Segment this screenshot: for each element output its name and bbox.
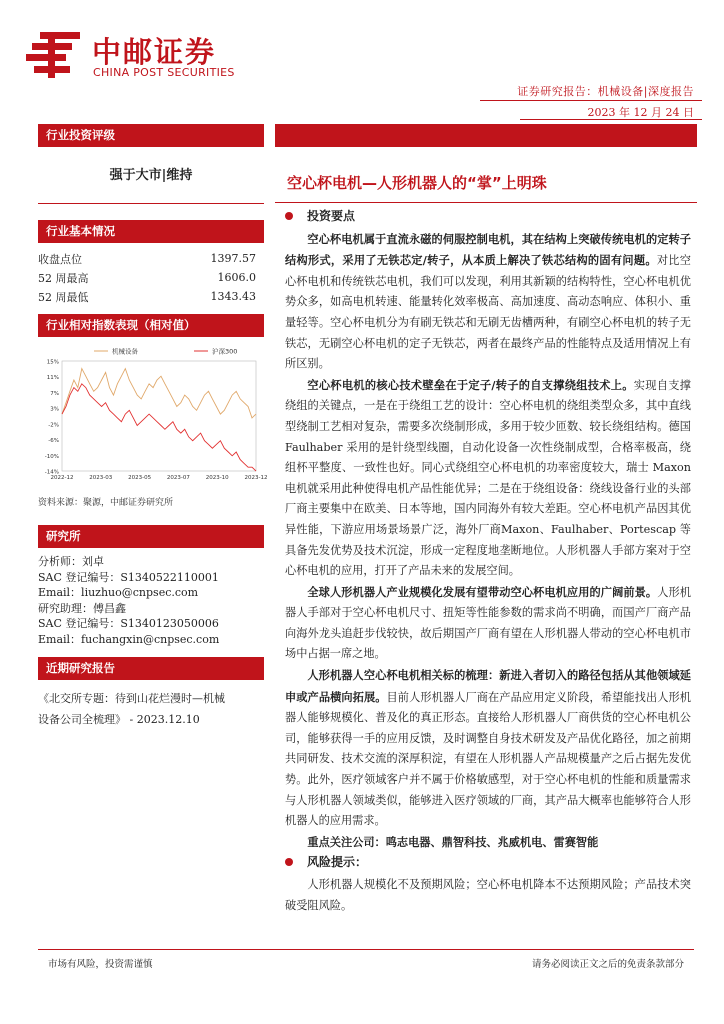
para-body: 人形机器人手部对于空心杯电机尺寸、扭矩等性能参数的需求尚不明确，而国产厂商产品向海外龙头追赶步伐较快，故后期国产厂商有望在人形机器人带动的空心杯电机市场中占据一席之地。 — [285, 585, 691, 661]
para-lead: 全球人形机器人产业规模化发展有望带动空心杯电机应用的广阔前景。 — [307, 584, 658, 599]
series-line-1 — [62, 369, 256, 418]
analyst-info — [38, 554, 264, 647]
footer-notice: 请务必阅读正文之后的免责条款部分 — [531, 959, 684, 970]
recent-report-line: 《北交所专题：待到山花烂漫时—机械 — [38, 692, 225, 705]
para-body: 对比空心杯电机和传统铁芯电机，我们可以发现，利用其新颖的结构特性，空心杯电机优势众多，如高电机转速、能量转化效率极高、高加速度、高动态响应、体积小、重量轻等。空心杯电机分为有刷无铁芯和无刷无齿槽两种，有刷空心杯电机的转子无铁芯，无刷空心杯电机的定子无铁芯，两者在最终产品的性能特点及适用情况上有所区别。 — [285, 254, 691, 371]
basic-info-table — [38, 249, 264, 306]
main-content — [285, 206, 691, 916]
industry-rating: 强于大市|维持 — [38, 147, 264, 204]
row-label: 52 周最低 — [38, 290, 89, 304]
section-investment-points: 投资要点 — [285, 206, 691, 227]
footer-divider — [38, 949, 694, 950]
recent-report-link[interactable] — [38, 688, 264, 730]
title-divider — [275, 202, 697, 203]
table-row — [38, 287, 264, 306]
row-label: 收盘点位 — [38, 252, 82, 266]
x-tick-label: 2023-07 — [166, 475, 190, 481]
company-name-en: CHINA POST SECURITIES — [93, 66, 235, 79]
analyst-sac: SAC 登记编号：S1340522110001 — [38, 570, 219, 584]
section-risk: 风险提示： — [285, 852, 691, 873]
company-name-cn: 中邮证券 — [92, 35, 217, 69]
y-tick-label: 3% — [50, 406, 59, 413]
chart-source: 资料来源：聚源，中邮证券研究所 — [38, 498, 174, 508]
y-tick-label: -6% — [48, 438, 59, 445]
paragraph — [285, 665, 691, 832]
page-header — [0, 0, 724, 122]
para-body: 实现自支撑绕组的关键点，一是在于绕组工艺的设计：空心杯电机的绕组类型众多，其中直线型绕制工艺相对复杂，需要多次绕制形成，多用于较少匝数、较长绕组结构。德国Faulhaber 采用的是针绕型线圈，自动化设备一次性绕制成型，合格率极高，绕组杯平整度、一致性也好。同心式绕组空心杯电机的功率密度较大，瑞士 Maxon 电机就采用此种使得电机产品性能优异；二是在于绕组设备：绕线设备行业的头部厂商主要集中在欧美、日本等地，国内同海外有较大差距。空心杯电机产品因其优异性能，下游应用场景场景广泛，海外厂商Maxon、Faulhaber、Portescap 等具备先发优势及技术沉淀，形成一定程度地垄断地位。人形机器人手部方案对于空心杯电机的应用，打开了产品未来的发展空间。 — [285, 378, 691, 578]
main-header-bar — [275, 124, 697, 147]
x-tick-label: 2023-03 — [89, 475, 113, 481]
assistant-email[interactable]: Email：fuchangxin@cnpsec.com — [38, 632, 220, 646]
x-tick-label: 2023-05 — [128, 475, 152, 481]
relative-index-chart-svg — [38, 339, 268, 489]
header-divider — [480, 100, 702, 101]
x-tick-label: 2023-12 — [244, 475, 268, 481]
recent-report-line: 设备公司全梳理》 - 2023.12.10 — [38, 713, 200, 726]
y-tick-label: 15% — [46, 359, 59, 366]
para-lead: 人形机器人空心杯电机相关标的梳理：新进入者切入的路径包括从其他领域延申或产品横向拓展。 — [285, 668, 691, 704]
performance-header: 行业相对指数表现（相对值） — [38, 314, 264, 337]
report-date: 2023 年 12 月 24 日 — [587, 106, 694, 119]
para-lead: 空心杯电机属于直流永磁的伺服控制电机，其在结构上突破传统电机的定转子结构形式，采用了无铁芯定/转子，从本质上解决了铁芯结构的固有问题。 — [285, 231, 691, 268]
x-tick-label: 2023-10 — [205, 475, 229, 481]
report-title: 空心杯电机—人形机器人的“掌”上明珠 — [287, 174, 547, 192]
row-value: 1343.43 — [210, 290, 256, 303]
paragraph — [285, 582, 691, 665]
recent-reports-header: 近期研究报告 — [38, 657, 264, 680]
assistant-sac: SAC 登记编号：S1340123050006 — [38, 617, 219, 630]
y-tick-label: -10% — [44, 453, 59, 460]
paragraph — [285, 375, 691, 582]
research-header: 研究所 — [38, 525, 264, 548]
row-value: 1606.0 — [217, 271, 256, 284]
paragraph — [285, 229, 691, 375]
x-tick-label: 2022-12 — [50, 475, 74, 481]
relative-index-chart — [38, 339, 268, 489]
basic-info-header: 行业基本情况 — [38, 220, 264, 243]
series-line-2 — [62, 384, 256, 471]
para-body: 目前人形机器人厂商在产品应用定义阶段，希望能找出人形机器人能够规模化、普及化的真正形态。直接给人形机器人厂商供货的空心杯电机公司，能够获得一手的应用反馈，及时调整自身技术研发及产品优化路径，加之前期共同研发、技术交流的深厚积淀，有望在人形机器人产品规模量产之后占据先发优势。此外，医疗领域客户并不属于价格敏感型，对于空心杯电机的性能和质量需求与人形机器人领域类似，能够进入医疗领域的厂商，其产品大概率也能够符合人形机器人的应用需求。 — [285, 690, 691, 828]
assistant-name: 研究助理：傅昌鑫 — [38, 601, 126, 615]
y-tick-label: -14% — [44, 469, 59, 476]
sidebar — [38, 124, 268, 730]
y-tick-label: 7% — [50, 390, 59, 397]
table-row — [38, 268, 264, 287]
risk-text: 人形机器人规模化不及预期风险；空心杯电机降本不达预期风险；产品技术突破受阻风险。 — [285, 878, 691, 912]
y-tick-label: -2% — [48, 422, 59, 429]
analyst-name: 分析师：刘卓 — [38, 555, 104, 568]
row-label: 52 周最高 — [38, 271, 89, 285]
focus-companies: 重点关注公司：鸣志电器、鼎智科技、兆威机电、雷赛智能 — [307, 834, 599, 849]
report-type: 证券研究报告：机械设备|深度报告 — [517, 85, 694, 98]
row-value: 1397.57 — [210, 252, 256, 265]
china-post-logo-icon — [26, 28, 84, 82]
analyst-email[interactable]: Email：liuzhuo@cnpsec.com — [38, 586, 199, 599]
legend-label: 机械设备 — [112, 347, 138, 356]
table-row — [38, 249, 264, 268]
y-tick-label: 11% — [46, 375, 59, 382]
para-lead: 空心杯电机的核心技术壁垒在于定子/转子的自支撑绕组技术上。 — [307, 377, 634, 392]
legend-label: 沪深300 — [212, 347, 238, 356]
rating-header: 行业投资评级 — [38, 124, 264, 147]
footer-disclaimer: 市场有风险，投资需谨慎 — [48, 959, 153, 970]
